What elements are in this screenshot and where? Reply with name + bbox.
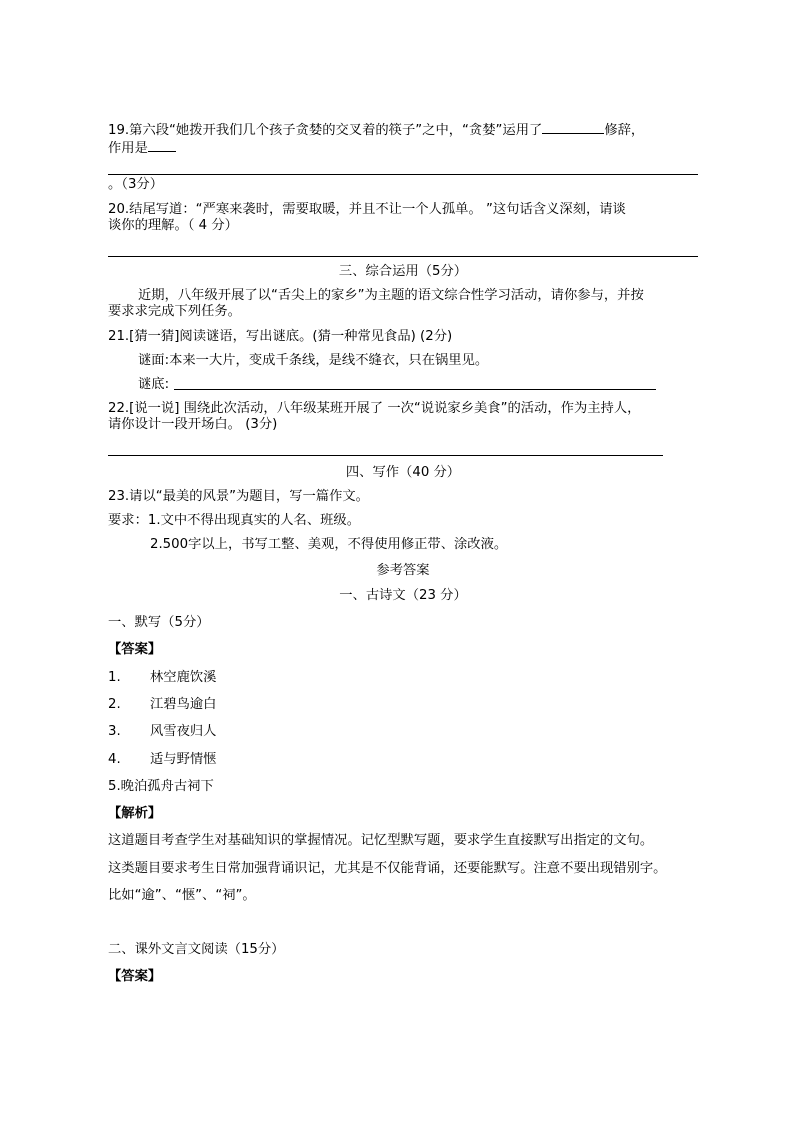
- answers-sub1: 一、默写（5分）: [108, 615, 210, 630]
- q19-answer-line[interactable]: [108, 174, 698, 175]
- q23-prompt: 23.请以“最美的风景”为题目，写一篇作文。: [108, 489, 369, 504]
- answer-item: [108, 751, 216, 769]
- answers-analysis-tag: 【解析】: [108, 806, 162, 821]
- q19-rhetoric-blank[interactable]: [542, 120, 604, 134]
- q21-answer-row: [138, 376, 169, 394]
- q21-answer-line[interactable]: [174, 389, 656, 390]
- q21-answer-label: 谜底:: [138, 377, 170, 392]
- q19-line2: [108, 138, 176, 158]
- q22-line2: 请你设计一段开场白。 (3分): [108, 417, 278, 432]
- q20-answer-line[interactable]: [108, 256, 698, 257]
- answers-title: 参考答案: [376, 563, 430, 578]
- section3-title: 三、综合运用（5分）: [338, 264, 468, 279]
- q19-effect-blank[interactable]: [148, 138, 176, 152]
- answers-part1-title: 一、古诗文（23 分）: [339, 588, 467, 603]
- answer-item-text: 风雪夜归人: [150, 724, 217, 739]
- answer-item: [108, 696, 216, 714]
- answer-item-5: 5.晚泊孤舟古祠下: [108, 779, 214, 794]
- answer-item-number: 4.: [108, 752, 121, 767]
- q23-requirement-2: 2.500字以上，书写工整、美观，不得使用修正带、涂改液。: [150, 537, 508, 552]
- analysis-line-2: 这类题目要求考生日常加强背诵识记，尤其是不仅能背诵，还要能默写。注意不要出现错别字。: [108, 861, 667, 876]
- answers-sub2: 二、课外文言文阅读（15分）: [108, 942, 285, 957]
- q20-line1: 20.结尾写道：“严寒来袭时，需要取暖，并且不让一个人孤单。 ”这句话含义深刻，请谈: [108, 202, 626, 217]
- q22-line1: 22.[说一说] 围绕此次活动，八年级某班开展了 一次“说说家乡美食”的活动，作为主持人，: [108, 401, 641, 416]
- q23-requirement-1: 要求：1.文中不得出现真实的人名、班级。: [108, 513, 361, 528]
- q22-answer-line[interactable]: [108, 455, 663, 456]
- q21-line1: 21.[猜一猜]阅读谜语，写出谜底。(猜一种常见食品) (2分): [108, 329, 453, 344]
- q19-text-a: 19.第六段“她拨开我们几个孩子贪婪的交叉着的筷子”之中，“贪婪”运用了: [108, 123, 543, 138]
- analysis-line-1: 这道题目考查学生对基础知识的掌握情况。记忆型默写题，要求学生直接默写出指定的文句。: [108, 833, 654, 848]
- q19-score: 。（3分）: [108, 177, 163, 192]
- q19-text-b: 修辞，: [604, 123, 645, 138]
- answer-item-number: 1.: [108, 670, 121, 685]
- answer-item-number: 2.: [108, 697, 121, 712]
- answers-answer-tag: 【答案】: [108, 642, 162, 657]
- section3-intro-line1: 近期，八年级开展了以“舌尖上的家乡”为主题的语文综合性学习活动，请你参与，并按: [138, 288, 644, 303]
- answer-item-text: 林空鹿饮溪: [150, 670, 217, 685]
- q19-effect-label: 作用是: [108, 141, 148, 156]
- answer-item: [108, 723, 216, 741]
- section3-intro-line2: 要求求完成下列任务。: [108, 304, 241, 319]
- section4-title: 四、写作（40 分）: [345, 465, 461, 480]
- analysis-line-3: 比如“逾”、“惬”、“祠”。: [108, 888, 256, 903]
- answer-item-text: 江碧鸟逾白: [150, 697, 217, 712]
- q20-line2: 谈你的理解。（ 4 分）: [108, 218, 238, 233]
- answers-answer-tag-2: 【答案】: [108, 969, 162, 984]
- answer-item-number: 3.: [108, 724, 121, 739]
- q21-riddle: 谜面:本来一大片，变成千条线，是线不缝衣，只在锅里见。: [138, 353, 489, 368]
- answer-item: [108, 669, 216, 687]
- q19-line1: [108, 120, 644, 140]
- answer-item-text: 适与野情惬: [150, 752, 217, 767]
